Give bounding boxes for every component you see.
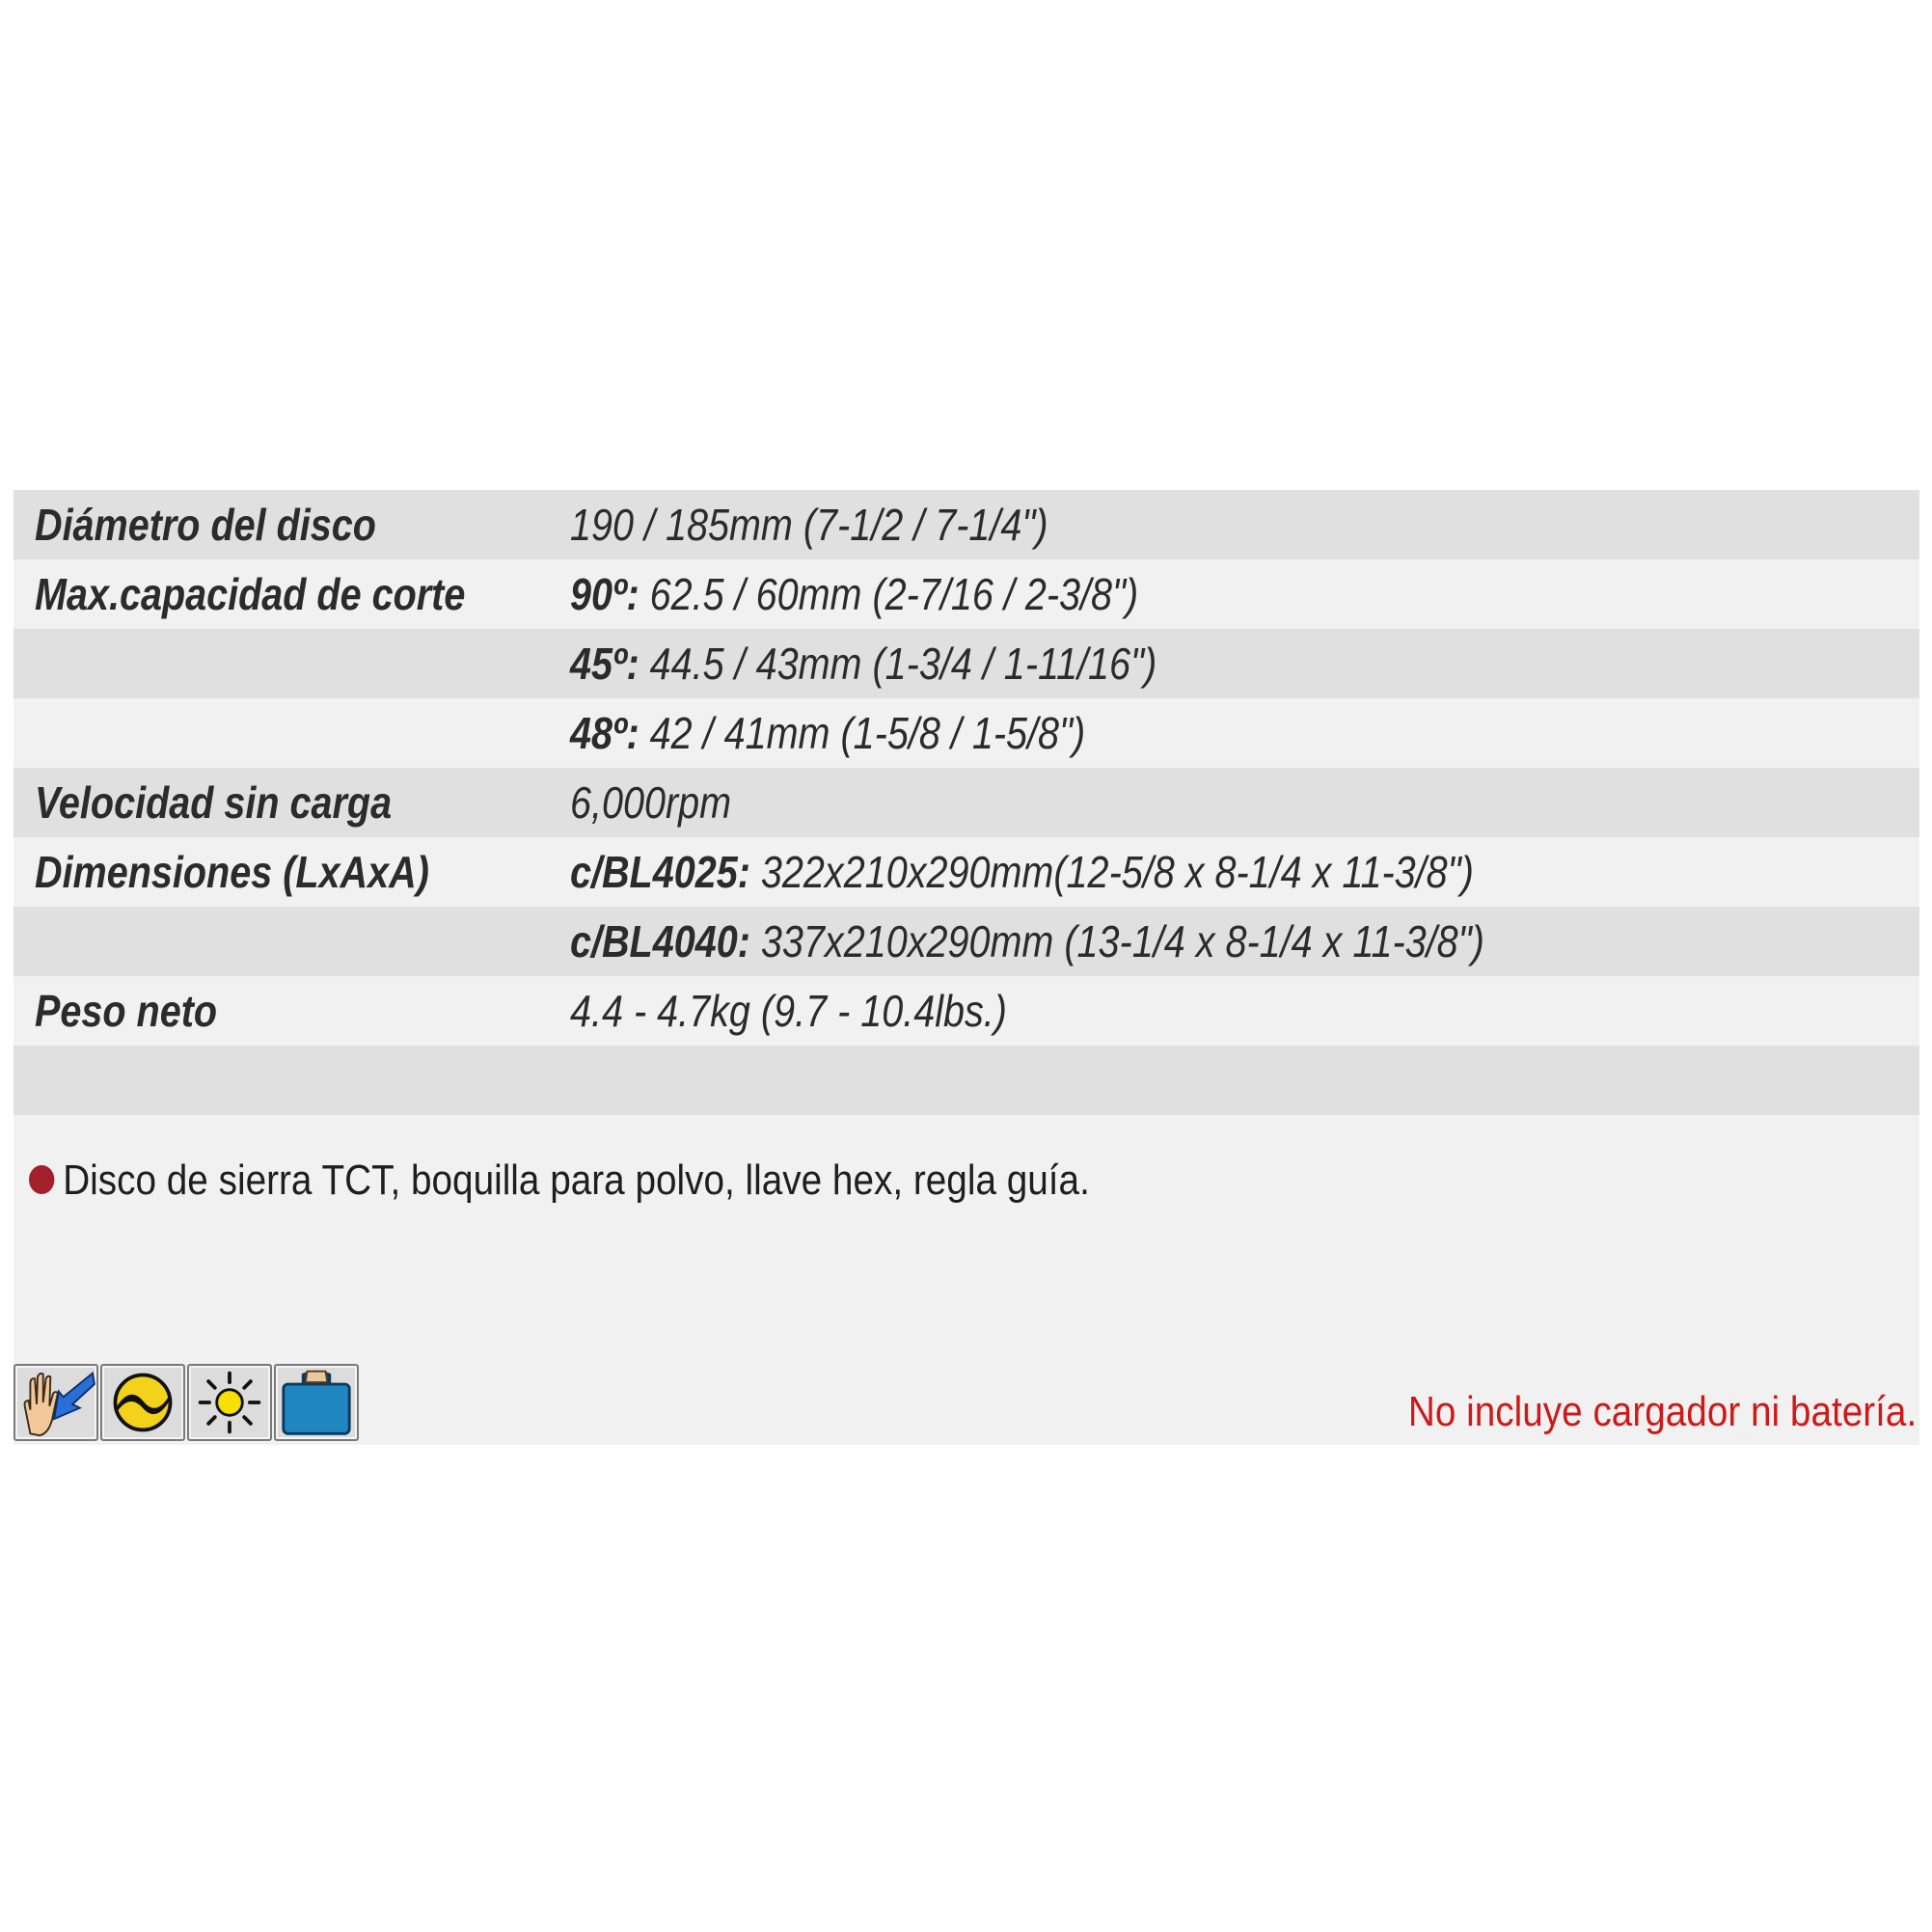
spec-row [14,629,1919,698]
spec-label: Dimensiones (LxAxA) [35,847,429,897]
spec-value-text: 190 / 185mm (7-1/2 / 7-1/4") [570,500,1048,550]
bullet-icon [29,1165,54,1194]
spec-row [14,768,1919,837]
spec-label: Peso neto [35,986,218,1036]
spec-value-text: 62.5 / 60mm (2-7/16 / 2-3/8") [639,569,1139,619]
spec-row [14,837,1919,907]
spec-key: c/BL4040: [570,916,750,966]
spec-row [14,907,1919,976]
spec-value [570,976,1007,1046]
spec-value [570,698,1085,768]
spec-row [14,559,1919,629]
disclaimer-note: No incluye cargador ni batería. [1407,1388,1917,1435]
accessory-line [29,1152,1090,1210]
spec-value [570,837,1474,907]
spec-value-text: 42 / 41mm (1-5/8 / 1-5/8") [639,708,1086,758]
spec-value-text: 44.5 / 43mm (1-3/4 / 1-11/16") [639,639,1157,689]
s-curve-icon [100,1364,185,1441]
spec-row [14,976,1919,1046]
spec-key: c/BL4025: [570,847,750,897]
spec-value-text: 6,000rpm [570,777,732,828]
spec-label: Velocidad sin carga [35,777,393,828]
spec-row-empty [14,1046,1919,1115]
spec-key: 45º: [570,639,639,689]
spec-value-text: 4.4 - 4.7kg (9.7 - 10.4lbs.) [570,986,1007,1036]
spec-value [570,768,731,837]
spec-value [570,907,1484,976]
accessory-text: Disco de sierra TCT, boquilla para polvo, llave hex, regla guía. [63,1156,1090,1204]
sun-light-icon [187,1364,272,1441]
spec-row [14,698,1919,768]
spec-value-text: 337x210x290mm (13-1/4 x 8-1/4 x 11-3/8") [749,916,1484,966]
hand-arrow-icon [14,1364,98,1441]
spec-value [570,629,1156,698]
spec-value [570,559,1138,629]
carrying-case-icon [274,1364,359,1441]
spec-label: Diámetro del disco [35,500,376,550]
spec-row [14,490,1919,559]
spec-key: 90º: [570,569,639,619]
spec-key: 48º: [570,708,639,758]
spec-value-text: 322x210x290mm(12-5/8 x 8-1/4 x 11-3/8") [749,847,1474,897]
spec-label: Max.capacidad de corte [35,569,466,619]
spec-value [570,490,1048,559]
